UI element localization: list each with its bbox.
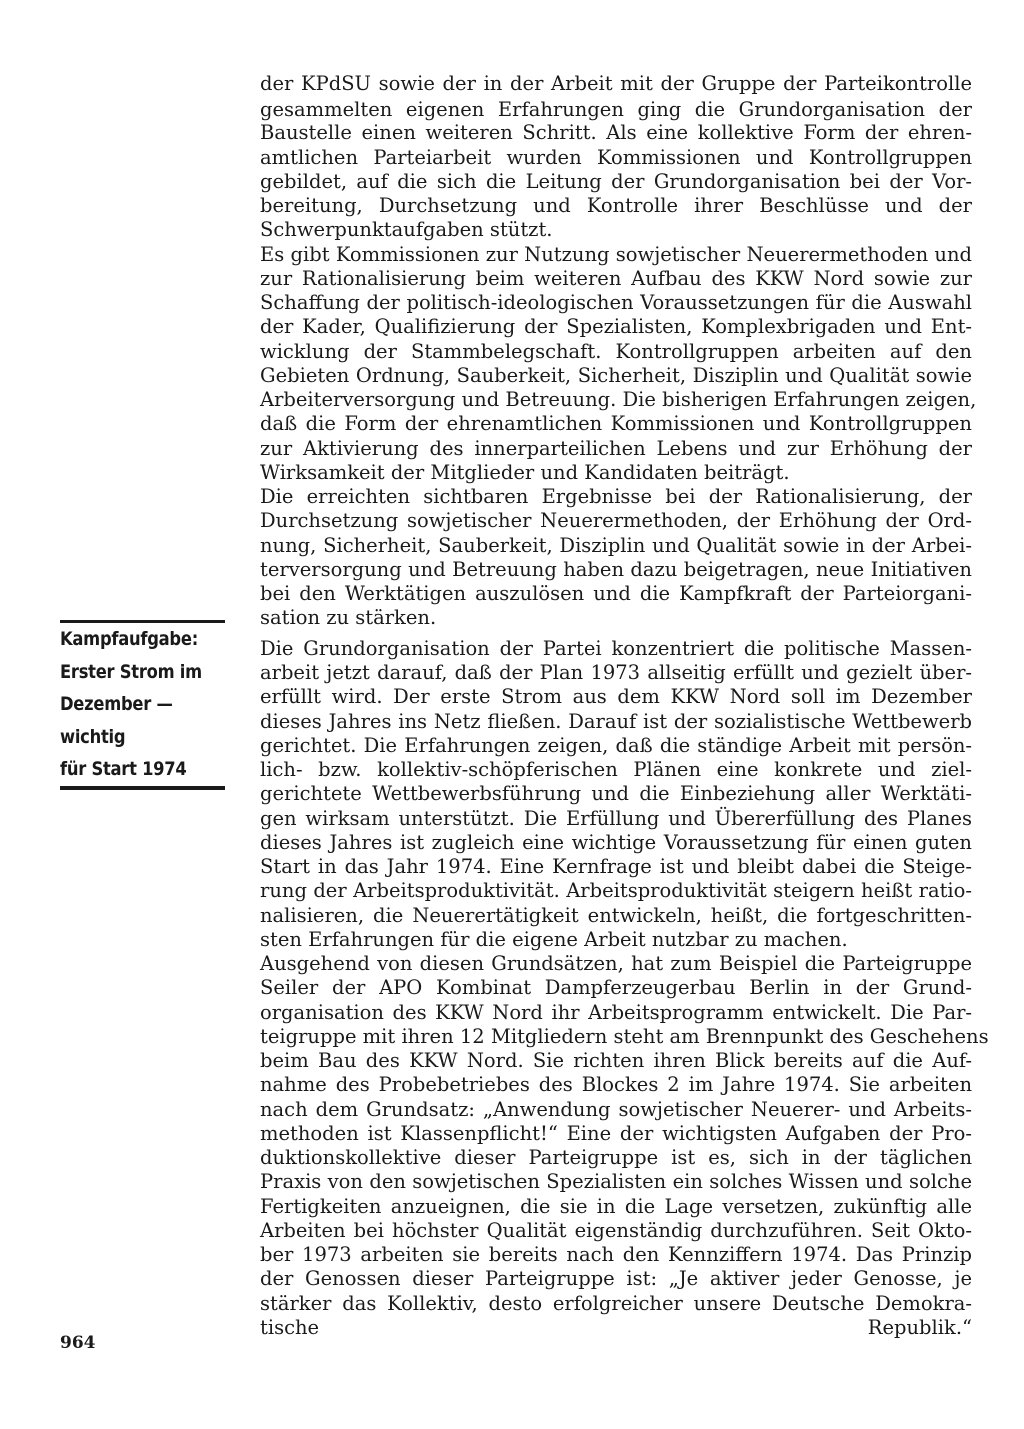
text-line: ber 1973 arbeiten sie bereits nach den Kennziffern 1974. Das Prinzip bbox=[260, 1243, 972, 1266]
text-line: methoden ist Klassenpflicht!“ Eine der wichtigsten Aufgaben der Pro- bbox=[260, 1122, 972, 1145]
text-line: wicklung der Stammbelegschaft. Kontrollgruppen arbeiten auf den bbox=[260, 340, 972, 363]
text-line: arbeit jetzt darauf, daß der Plan 1973 allseitig erfüllt und gezielt über- bbox=[260, 661, 972, 684]
text-line: Fertigkeiten anzueignen, die sie in die Lage versetzen, zukünftig alle bbox=[260, 1195, 972, 1218]
text-line: gerichtet. Die Erfahrungen zeigen, daß die ständige Arbeit mit persön- bbox=[260, 734, 972, 757]
text-line: erfüllt wird. Der erste Strom aus dem KKW Nord soll im Dezember bbox=[260, 685, 972, 708]
margin-heading-line: Kampfaufgabe: bbox=[60, 628, 198, 650]
margin-heading-line: für Start 1974 bbox=[60, 758, 187, 780]
text-line: amtlichen Parteiarbeit wurden Kommissionen und Kontrollgruppen bbox=[260, 146, 972, 169]
text-line: gen wirksam unterstützt. Die Erfüllung und Übererfüllung des Planes bbox=[260, 807, 972, 830]
text-line: Wirksamkeit der Mitglieder und Kandidaten beiträgt. bbox=[260, 461, 790, 484]
margin-heading-line: wichtig bbox=[60, 726, 126, 748]
text-line: rung der Arbeitsproduktivität. Arbeitsproduktivität steigern heißt ratio- bbox=[260, 879, 972, 902]
text-line: duktionskollektive dieser Parteigruppe ist es, sich in der täglichen bbox=[260, 1146, 972, 1169]
text-line: Es gibt Kommissionen zur Nutzung sowjetischer Neuerermethoden und bbox=[260, 243, 972, 266]
text-line: daß die Form der ehrenamtlichen Kommissionen und Kontrollgruppen bbox=[260, 412, 972, 435]
text-line: Praxis von den sowjetischen Spezialisten ein solches Wissen und solche bbox=[260, 1170, 972, 1193]
text-line: bereitung, Durchsetzung und Kontrolle ihrer Beschlüsse und der bbox=[260, 194, 972, 217]
text-line: stärker das Kollektiv, desto erfolgreicher unsere Deutsche Demokra- bbox=[260, 1292, 972, 1315]
text-line: der KPdSU sowie der in der Arbeit mit der Gruppe der Parteikontrolle bbox=[260, 72, 972, 95]
text-line: dieses Jahres ins Netz fließen. Darauf ist der sozialistische Wettbewerb bbox=[260, 710, 972, 733]
margin-heading-line: Dezember — bbox=[60, 693, 173, 715]
text-line: nahme des Probebetriebes des Blockes 2 im Jahre 1974. Sie arbeiten bbox=[260, 1073, 972, 1096]
text-line: zur Aktivierung des innerparteilichen Lebens und zur Erhöhung der bbox=[260, 437, 972, 460]
text-line: sten Erfahrungen für die eigene Arbeit nutzbar zu machen. bbox=[260, 928, 848, 951]
text-line: Arbeiten bei höchster Qualität eigenständig durchzuführen. Seit Okto- bbox=[260, 1219, 972, 1242]
text-line: organisation des KKW Nord ihr Arbeitsprogramm entwickelt. Die Par- bbox=[260, 1001, 972, 1024]
text-line: Durchsetzung sowjetischer Neuerermethoden, der Erhöhung der Ord- bbox=[260, 509, 972, 532]
text-line: tische Republik.“ bbox=[260, 1316, 972, 1339]
text-line: gerichtete Wettbewerbsführung und die Einbeziehung aller Werktäti- bbox=[260, 782, 972, 805]
text-line: Arbeiterversorgung und Betreuung. Die bisherigen Erfahrungen zeigen, bbox=[260, 388, 977, 411]
margin-heading-bottom-rule bbox=[60, 786, 225, 790]
text-line: nung, Sicherheit, Sauberkeit, Disziplin und Qualität sowie in der Arbei- bbox=[260, 534, 972, 557]
text-line: teigruppe mit ihren 12 Mitgliedern steht am Brennpunkt des Geschehens bbox=[260, 1025, 989, 1048]
text-line: Schwerpunktaufgaben stützt. bbox=[260, 218, 553, 241]
text-line bbox=[260, 1339, 972, 1365]
text-line: Die erreichten sichtbaren Ergebnisse bei der Rationalisierung, der bbox=[260, 485, 972, 508]
page-number: 964 bbox=[60, 1333, 96, 1353]
text-line: der Kader, Qualifizierung der Spezialisten, Komplexbrigaden und Ent- bbox=[260, 315, 972, 338]
text-line: Seiler der APO Kombinat Dampferzeugerbau Berlin in der Grund- bbox=[260, 976, 972, 999]
text-line: sation zu stärken. bbox=[260, 606, 437, 629]
text-line: Baustelle einen weiteren Schritt. Als eine kollektive Form der ehren- bbox=[260, 121, 972, 144]
text-line: zur Rationalisierung beim weiteren Aufbau des KKW Nord sowie zur bbox=[260, 267, 972, 290]
text-line: nach dem Grundsatz: „Anwendung sowjetischer Neuerer- und Arbeits- bbox=[260, 1098, 972, 1121]
margin-heading-line: Erster Strom im bbox=[60, 661, 202, 683]
text-line: gesammelten eigenen Erfahrungen ging die Grundorganisation der bbox=[260, 98, 972, 121]
text-line: nalisieren, die Neuerertätigkeit entwickeln, heißt, die fortgeschritten- bbox=[260, 904, 972, 927]
text-line: beim Bau des KKW Nord. Sie richten ihren Blick bereits auf die Auf- bbox=[260, 1049, 972, 1072]
text-line: bei den Werktätigen auszulösen und die Kampfkraft der Parteiorgani- bbox=[260, 582, 972, 605]
text-line: gebildet, auf die sich die Leitung der Grundorganisation bei der Vor- bbox=[260, 170, 972, 193]
text-line: dieses Jahres ist zugleich eine wichtige Voraussetzung für einen guten bbox=[260, 831, 972, 854]
text-line: Start in das Jahr 1974. Eine Kernfrage ist und bleibt dabei die Steige- bbox=[260, 855, 972, 878]
text-line: lich- bzw. kollektiv-schöpferischen Plänen eine konkrete und ziel- bbox=[260, 758, 972, 781]
text-line: Ausgehend von diesen Grundsätzen, hat zum Beispiel die Parteigruppe bbox=[260, 952, 972, 975]
text-line: terversorgung und Betreuung haben dazu beigetragen, neue Initiativen bbox=[260, 558, 972, 581]
text-line: Die Grundorganisation der Partei konzentriert die politische Massen- bbox=[260, 637, 972, 660]
text-line: Gebieten Ordnung, Sauberkeit, Sicherheit, Disziplin und Qualität sowie bbox=[260, 364, 972, 387]
text-line: der Genossen dieser Parteigruppe ist: „Je aktiver jeder Genosse, je bbox=[260, 1267, 972, 1290]
text-line: Schaffung der politisch-ideologischen Voraussetzungen für die Auswahl bbox=[260, 291, 972, 314]
